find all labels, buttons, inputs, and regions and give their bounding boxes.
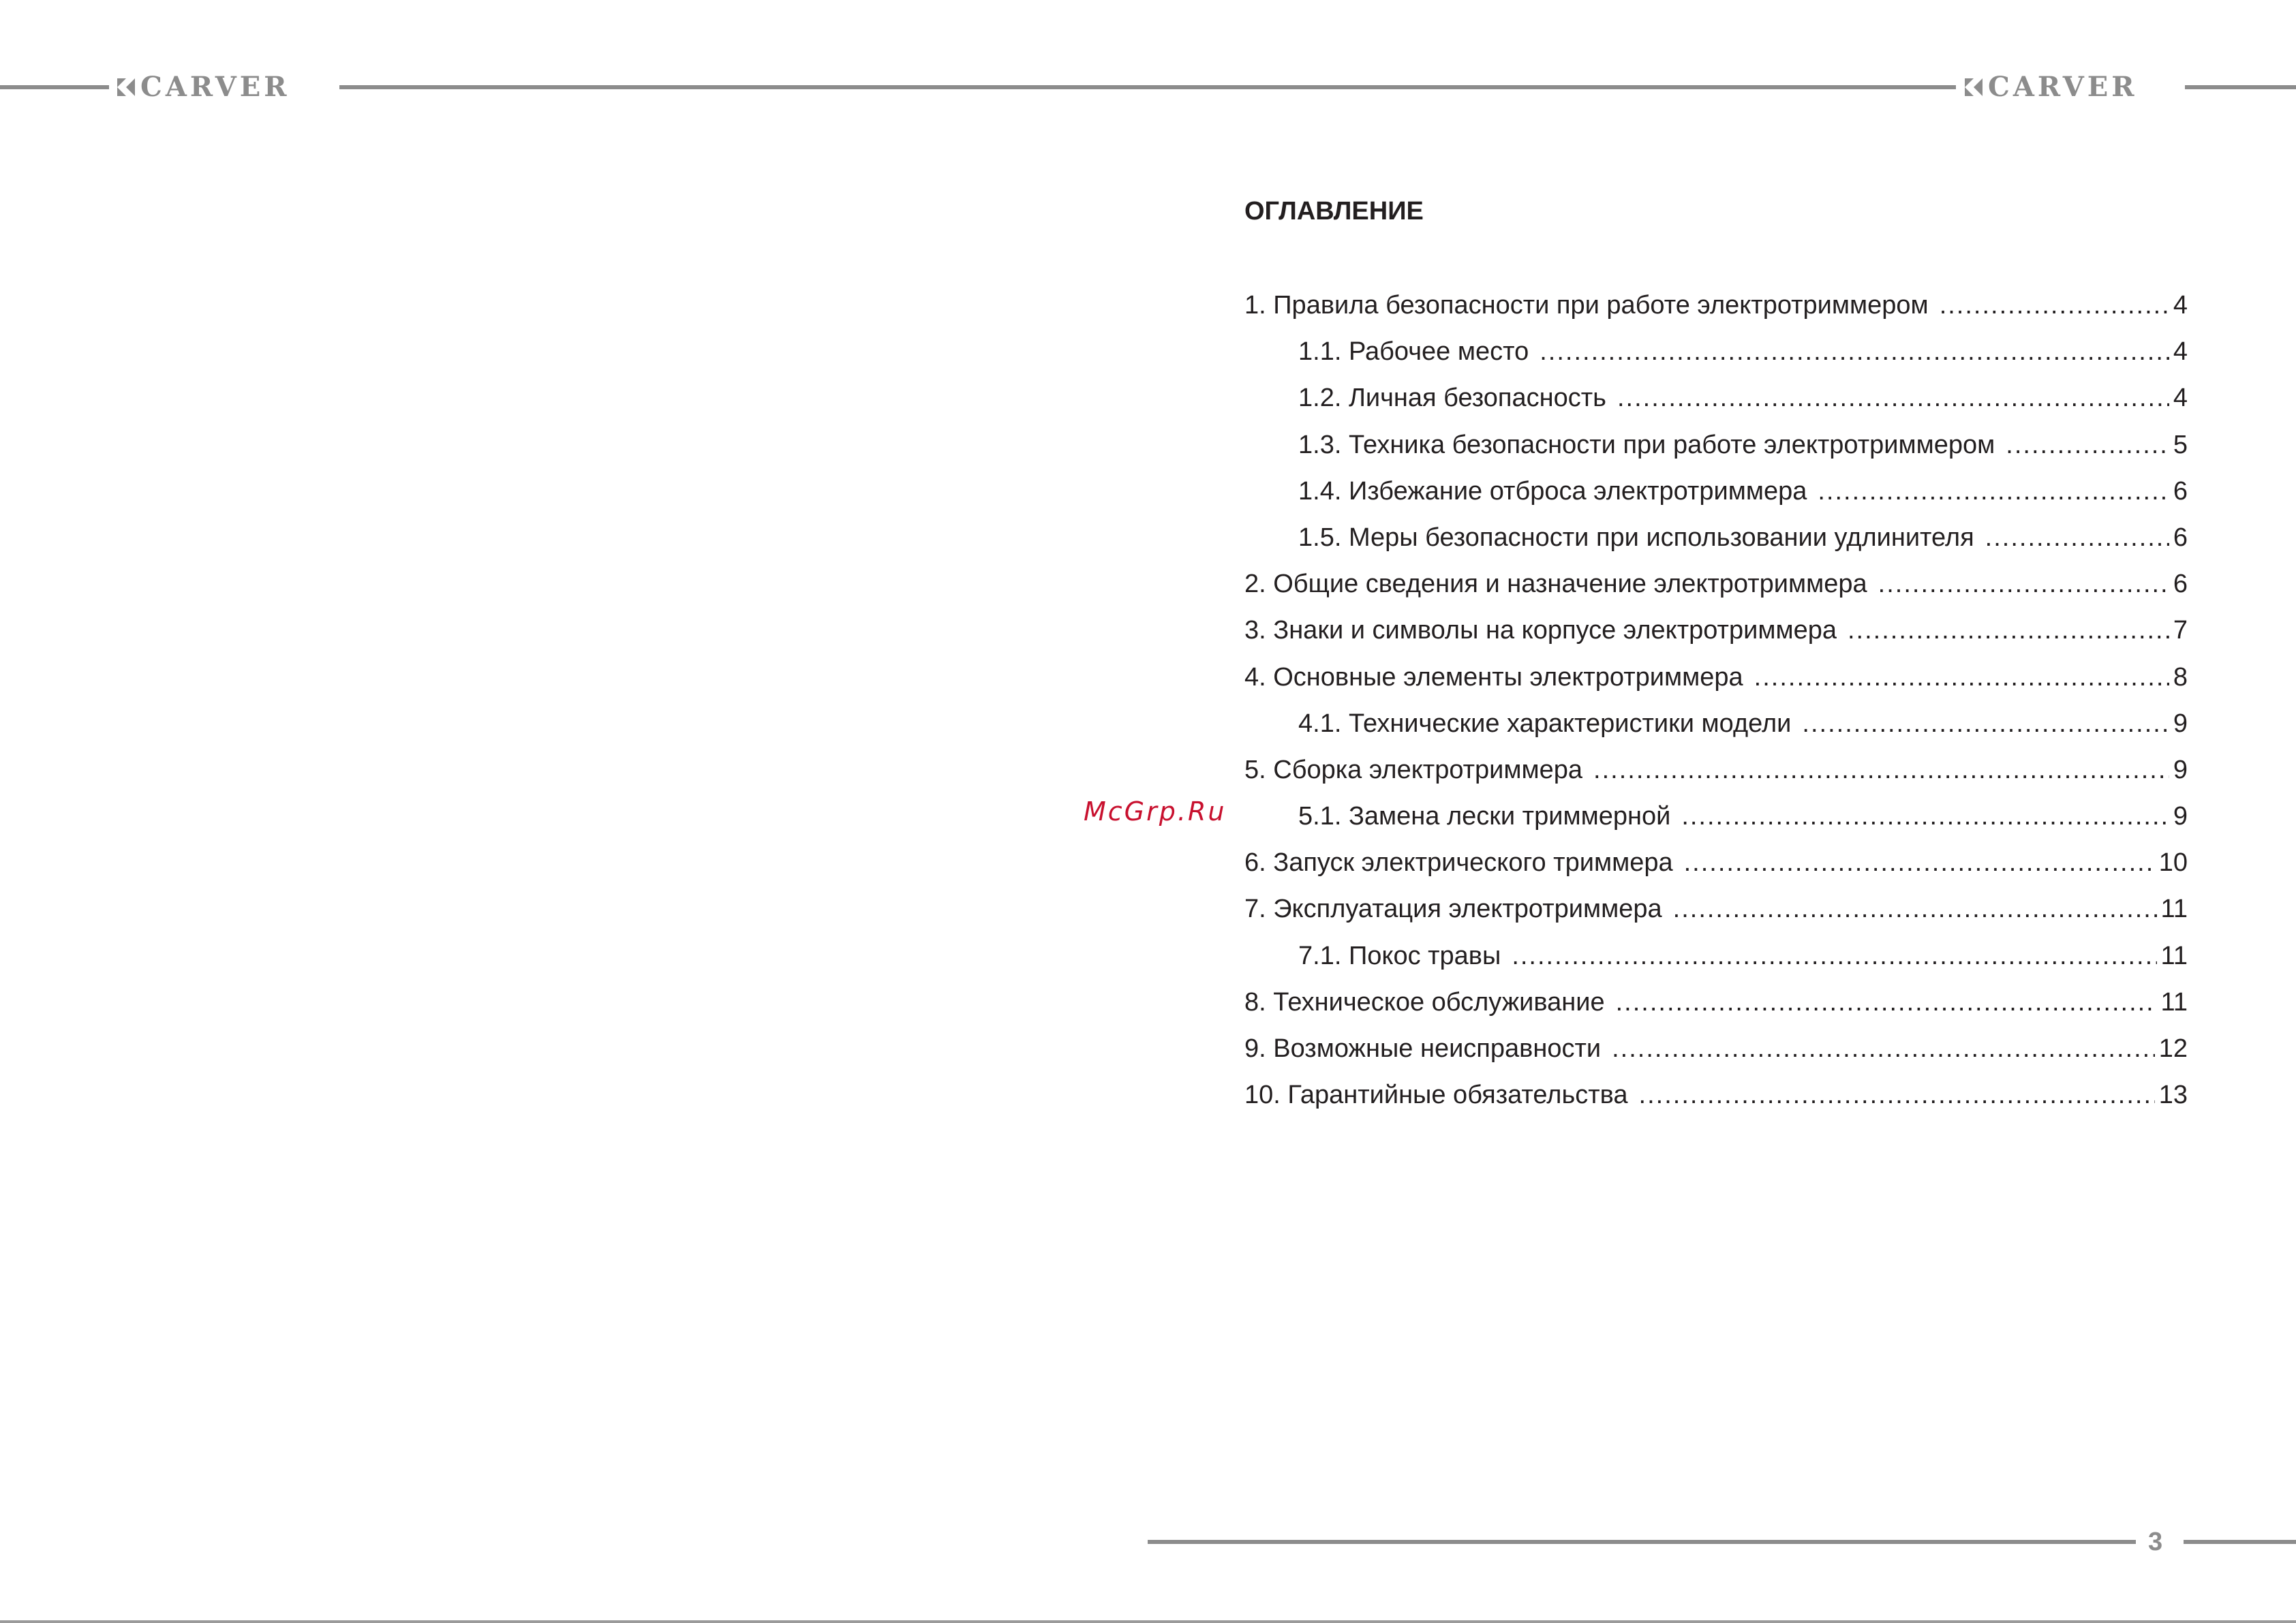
- toc-dot-leader: [1612, 1030, 2155, 1068]
- carver-mark-icon: [1965, 78, 1983, 96]
- toc-entry-label: 6. Запуск электрического триммера: [1244, 848, 1673, 878]
- footer-rule-right: [2184, 1540, 2296, 1544]
- toc-entry-label: 4. Основные элементы электротриммера: [1244, 662, 1743, 692]
- toc-entry-label: 8. Техническое обслуживание: [1244, 987, 1605, 1017]
- toc-entry: [1244, 844, 2188, 890]
- toc-entry-label: 10. Гарантийные обязательства: [1244, 1081, 1628, 1110]
- toc-entry: [1244, 1076, 2188, 1122]
- page-bottom-edge: [0, 1620, 2296, 1623]
- toc-entry-label: 9. Возможные неисправности: [1244, 1034, 1602, 1063]
- toc-entry-page: 4: [2173, 291, 2188, 320]
- toc-dot-leader: [1593, 751, 2169, 789]
- toc-entry-label: 1.2. Личная безопасность: [1298, 384, 1606, 413]
- toc-dot-leader: [1681, 797, 2169, 835]
- page-number: 3: [2148, 1528, 2163, 1556]
- toc-dot-leader: [1802, 705, 2169, 743]
- toc-dot-leader: [1673, 890, 2157, 928]
- toc-entry-page: 5: [2173, 430, 2188, 459]
- toc-entry-page: 6: [2173, 570, 2188, 599]
- toc-dot-leader: [1540, 333, 2169, 371]
- toc-entry-label: 1.1. Рабочее место: [1298, 337, 1529, 367]
- toc-entry: [1244, 658, 2188, 705]
- toc-entry: [1244, 705, 2188, 751]
- toc-entry-page: 11: [2160, 895, 2188, 924]
- toc-entry: [1244, 983, 2188, 1030]
- toc-entry-page: 8: [2173, 662, 2188, 692]
- toc-dot-leader: [1617, 379, 2169, 417]
- toc-entry: [1244, 797, 2188, 844]
- brand-name-left: CARVER: [140, 71, 290, 103]
- toc-entry: [1244, 611, 2188, 658]
- brand-logo-left: [117, 71, 290, 103]
- toc-dot-leader: [1818, 472, 2169, 510]
- header-rule-left-start: [0, 85, 109, 89]
- toc-entry-page: 9: [2173, 755, 2188, 784]
- toc-entry-label: 2. Общие сведения и назначение электротриммера: [1244, 570, 1867, 599]
- toc-entry-label: 7.1. Покос травы: [1298, 941, 1501, 970]
- toc-dot-leader: [1848, 611, 2169, 649]
- toc-dot-leader: [1985, 519, 2169, 557]
- toc-entry-label: 5.1. Замена лески триммерной: [1298, 802, 1671, 831]
- toc-entry-label: 1.3. Техника безопасности при работе электротриммером: [1298, 430, 1995, 459]
- watermark: McGrp.Ru: [1084, 797, 1227, 826]
- toc-entry-page: 6: [2173, 476, 2188, 506]
- toc-entry-page: 4: [2173, 384, 2188, 413]
- toc-entry-page: 12: [2158, 1034, 2188, 1063]
- toc-entry-page: 6: [2173, 523, 2188, 552]
- toc-entry: [1244, 426, 2188, 472]
- toc-entry: [1244, 565, 2188, 611]
- toc-entry-label: 5. Сборка электротриммера: [1244, 755, 1583, 784]
- header-rule-right-end: [2185, 85, 2296, 89]
- toc-entry-label: 7. Эксплуатация электротриммера: [1244, 895, 1662, 924]
- toc-entry: [1244, 333, 2188, 379]
- toc-entry-page: 9: [2173, 802, 2188, 831]
- toc-entry: [1244, 379, 2188, 425]
- toc-dot-leader: [2006, 426, 2169, 464]
- toc-dot-leader: [1684, 844, 2155, 882]
- brand-logo-right: [1965, 71, 2138, 103]
- toc-dot-leader: [1616, 983, 2157, 1021]
- toc-entry: [1244, 937, 2188, 983]
- toc-title: ОГЛАВЛЕНИЕ: [1244, 197, 1424, 226]
- toc-dot-leader: [1878, 565, 2169, 603]
- toc-entry-page: 7: [2173, 616, 2188, 645]
- toc-entry-page: 11: [2160, 941, 2188, 970]
- toc-entry-page: 11: [2160, 987, 2188, 1017]
- toc-entry-page: 9: [2173, 709, 2188, 738]
- toc-entry-label: 1.4. Избежание отброса электротриммера: [1298, 476, 1807, 506]
- toc-entry-page: 13: [2158, 1081, 2188, 1110]
- table-of-contents: [1244, 286, 2188, 1122]
- toc-dot-leader: [1639, 1076, 2155, 1114]
- toc-entry: [1244, 890, 2188, 936]
- toc-entry: [1244, 286, 2188, 333]
- toc-entry-label: 1. Правила безопасности при работе электротриммером: [1244, 291, 1929, 320]
- header-rule-center: [339, 85, 1956, 89]
- toc-entry: [1244, 1030, 2188, 1076]
- brand-name-right: CARVER: [1988, 71, 2138, 103]
- toc-entry: [1244, 472, 2188, 519]
- toc-dot-leader: [1512, 937, 2156, 975]
- toc-entry: [1244, 751, 2188, 797]
- toc-entry: [1244, 519, 2188, 565]
- toc-entry-label: 3. Знаки и символы на корпусе электротриммера: [1244, 616, 1837, 645]
- toc-entry-page: 4: [2173, 337, 2188, 367]
- footer-rule-left: [1148, 1540, 2136, 1544]
- toc-entry-page: 10: [2158, 848, 2188, 878]
- toc-entry-label: 4.1. Технические характеристики модели: [1298, 709, 1792, 738]
- carver-mark-icon: [117, 78, 135, 96]
- toc-dot-leader: [1940, 286, 2169, 324]
- toc-dot-leader: [1754, 658, 2169, 696]
- toc-entry-label: 1.5. Меры безопасности при использовании удлинителя: [1298, 523, 1974, 552]
